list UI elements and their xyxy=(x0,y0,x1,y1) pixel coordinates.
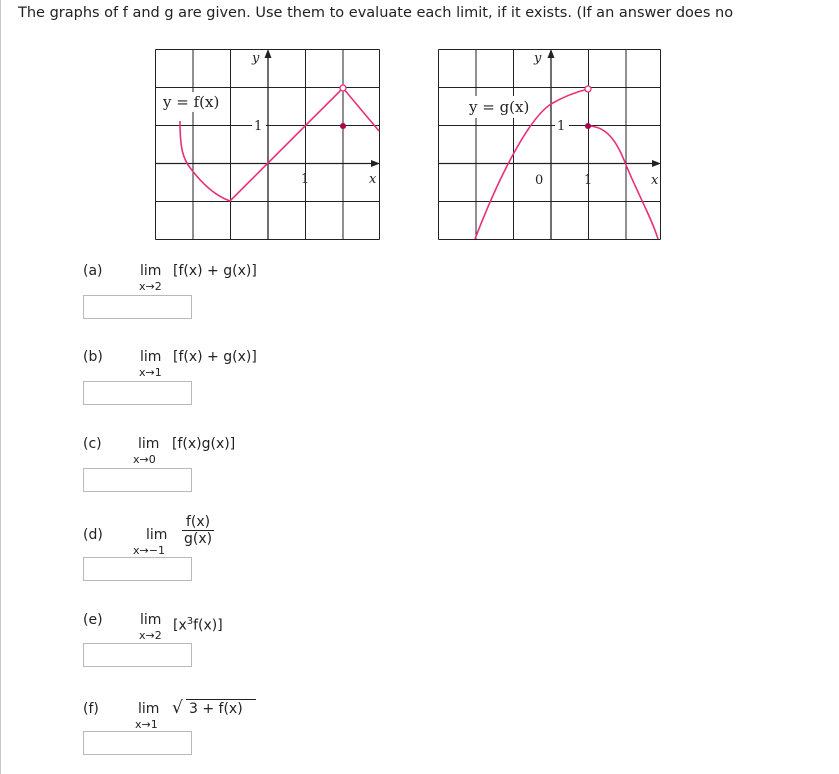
part-f-radical-bar xyxy=(186,699,256,700)
graph-f-x-arrow xyxy=(371,160,380,167)
graph-f-open-point xyxy=(340,85,346,91)
graph-g-closed-point xyxy=(585,123,591,129)
part-d-denominator: g(x) xyxy=(184,531,213,547)
part-a-lim: lim xyxy=(140,263,162,279)
graph-g-curve-right xyxy=(588,126,658,239)
part-a-letter: (a) xyxy=(83,263,103,279)
part-d-approach: x→−1 xyxy=(133,544,165,557)
part-b-letter: (b) xyxy=(83,349,103,365)
part-e-expr-post: f(x)] xyxy=(193,617,223,634)
part-d-letter: (d) xyxy=(83,527,103,543)
graph-g-open-point xyxy=(585,86,591,92)
graph-g-y-label: y xyxy=(534,51,542,66)
graph-g-svg xyxy=(438,49,662,241)
part-a-answer-input[interactable] xyxy=(83,295,192,319)
part-c-expression: [f(x)g(x)] xyxy=(172,436,236,452)
graph-g-grid xyxy=(439,50,661,240)
part-f-lim: lim xyxy=(138,701,160,717)
part-a-expression: [f(x) + g(x)] xyxy=(173,263,257,279)
graph-f-tick-x: 1 xyxy=(301,172,310,187)
graph-f-y-label: y xyxy=(252,51,260,66)
graph-g-label: y = g(x) xyxy=(469,98,530,116)
problem-instructions: The graphs of f and g are given. Use them to evaluate each limit, if it exists. (If an answer does no xyxy=(18,5,734,21)
part-b-approach: x→1 xyxy=(139,366,162,379)
part-c-letter: (c) xyxy=(83,436,102,452)
part-f-radicand: 3 + f(x) xyxy=(189,701,243,717)
graph-g-origin-label: 0 xyxy=(535,173,544,188)
part-d-answer-input[interactable] xyxy=(83,557,192,581)
graph-g-tick-y: 1 xyxy=(557,119,566,134)
part-e-expression xyxy=(173,616,223,634)
part-f-answer-input[interactable] xyxy=(83,731,192,755)
part-c-lim: lim xyxy=(138,436,160,452)
graph-f-closed-point xyxy=(340,123,346,129)
graph-g-y-arrow xyxy=(548,49,555,58)
graph-f-svg xyxy=(155,49,381,241)
graph-g-x-label: x xyxy=(651,173,659,188)
part-d-fraction xyxy=(182,514,214,547)
part-c-approach: x→0 xyxy=(133,453,156,466)
graph-f-x-label: x xyxy=(369,172,377,187)
graph-g xyxy=(438,49,662,241)
part-e-expr-pre: [x xyxy=(173,617,187,634)
part-f-approach: x→1 xyxy=(135,718,158,731)
part-c-answer-input[interactable] xyxy=(83,468,192,492)
graph-f-tick-y: 1 xyxy=(254,119,263,134)
part-b-lim: lim xyxy=(140,349,162,365)
part-b-answer-input[interactable] xyxy=(83,381,192,405)
graph-g-tick-x: 1 xyxy=(584,173,593,188)
graph-f-y-arrow xyxy=(265,49,272,58)
part-e-exponent: 3 xyxy=(186,616,194,627)
part-e-answer-input[interactable] xyxy=(83,643,192,667)
part-a-approach: x→2 xyxy=(139,280,162,293)
page-left-border xyxy=(0,0,1,774)
part-e-lim: lim xyxy=(140,612,162,628)
part-d-numerator: f(x) xyxy=(182,514,214,531)
part-e-approach: x→2 xyxy=(139,629,162,642)
part-f-radical-sign: √ xyxy=(172,698,183,718)
part-d-lim: lim xyxy=(146,527,168,543)
graph-f-axes xyxy=(155,53,375,239)
part-f-letter: (f) xyxy=(83,701,99,717)
graph-g-x-arrow xyxy=(652,160,661,167)
graph-f-label: y = f(x) xyxy=(163,93,220,111)
part-e-letter: (e) xyxy=(83,612,103,628)
part-b-expression: [f(x) + g(x)] xyxy=(173,349,257,365)
graph-g-axes xyxy=(438,53,656,239)
graph-f xyxy=(155,49,381,241)
